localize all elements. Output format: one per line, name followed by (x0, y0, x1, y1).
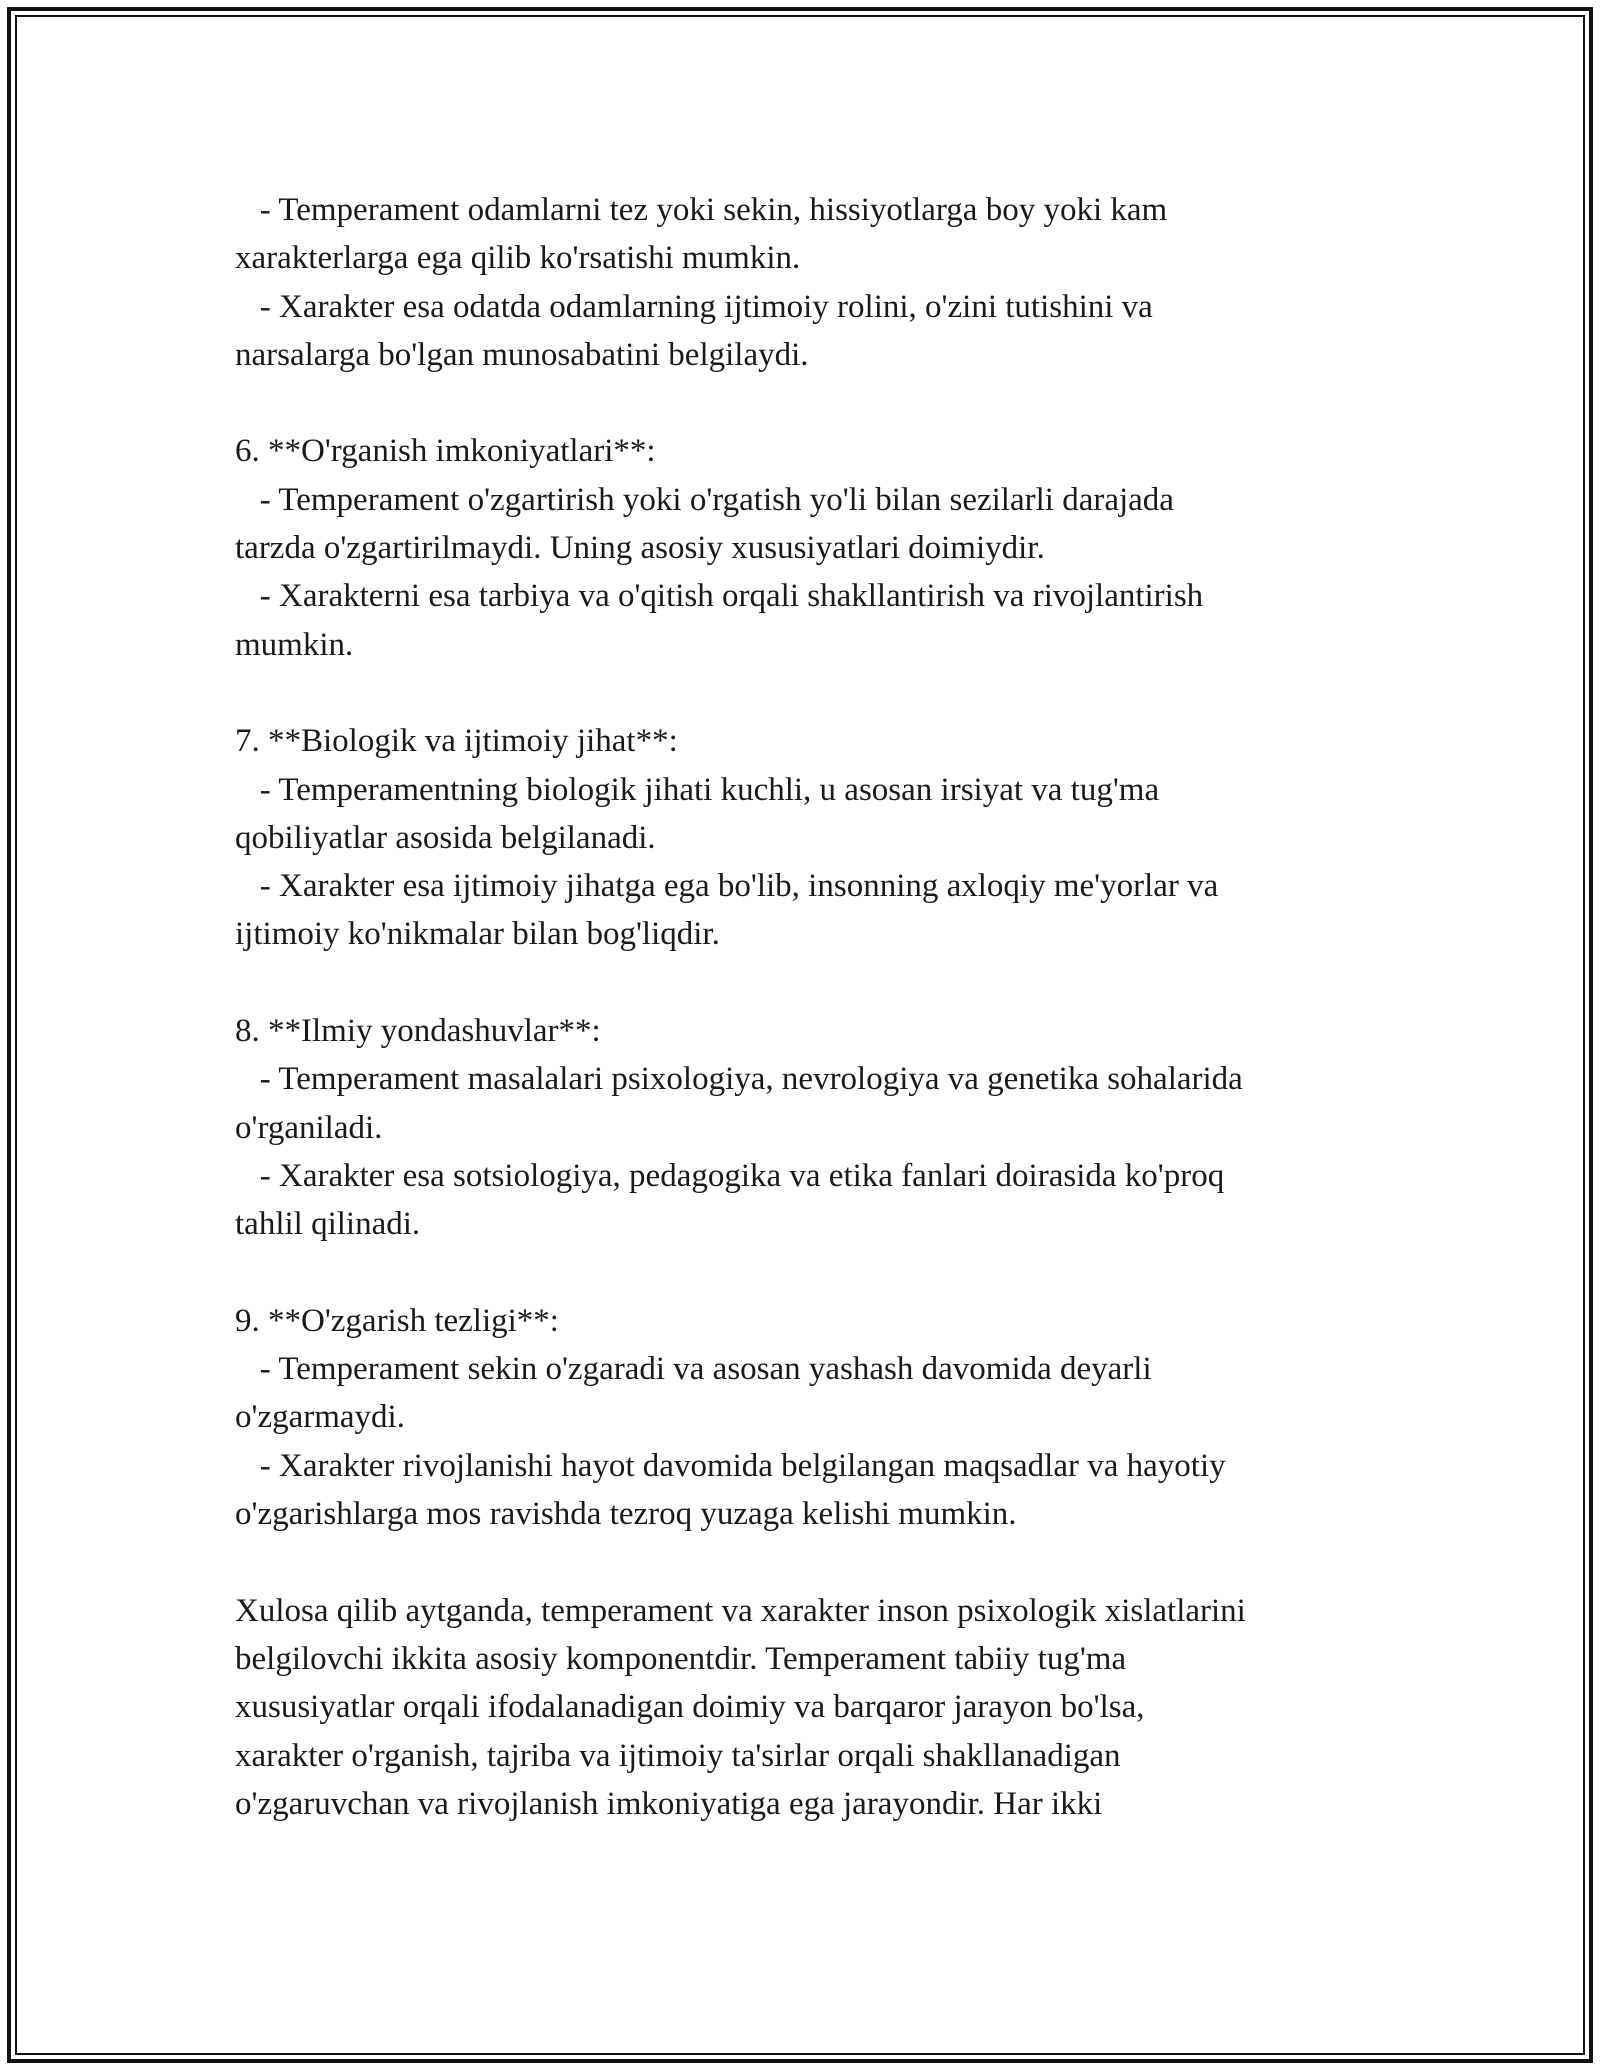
text-line: tarzda o'zgartirilmaydi. Uning asosiy xususiyatlari doimiydir. (235, 530, 1045, 567)
text-line: - Temperament odamlarni tez yoki sekin, hissiyotlarga boy yoki kam (235, 192, 1168, 228)
text-line: - Temperament o'zgartirish yoki o'rgatish yo'li bilan sezilarli darajada (235, 481, 1174, 518)
paragraph-gap (235, 959, 1415, 1007)
section-heading-7: 7. **Biologik va ijtimoiy jihat**: (235, 723, 678, 760)
conclusion-line: Xulosa qilib aytganda, temperament va xarakter inson psixologik xislatlarini (235, 1592, 1246, 1629)
paragraph-gap (235, 1538, 1415, 1586)
text-line: ijtimoiy ko'nikmalar bilan bog'liqdir. (235, 916, 720, 953)
text-line: o'zgarmaydi. (235, 1399, 405, 1436)
text-line: o'rganiladi. (235, 1109, 383, 1146)
text-line: - Xarakter esa ijtimoiy jihatga ega bo'lib, insonning axloqiy me'yorlar va (235, 868, 1219, 905)
conclusion-line: o'zgaruvchan va rivojlanish imkoniyatiga ega jarayondir. Har ikki (235, 1785, 1103, 1822)
text-line: - Xarakter esa odatda odamlarning ijtimoiy rolini, o'zini tutishini va (235, 288, 1153, 325)
text-line: xarakterlarga ega qilib ko'rsatishi mumkin. (235, 240, 801, 277)
text-line: - Temperament sekin o'zgaradi va asosan yashash davomida deyarli (235, 1351, 1152, 1388)
section-heading-9: 9. **O'zgarish tezligi**: (235, 1302, 559, 1339)
paragraph-gap (235, 379, 1415, 427)
conclusion-line: xarakter o'rganish, tajriba va ijtimoiy ta'sirlar orqali shakllanadigan (235, 1737, 1121, 1774)
section-heading-6: 6. **O'rganish imkoniyatlari**: (235, 433, 656, 470)
text-line: - Xarakterni esa tarbiya va o'qitish orqali shakllantirish va rivojlantirish (235, 578, 1204, 615)
conclusion-line: xususiyatlar orqali ifodalanadigan doimiy va barqaror jarayon bo'lsa, (235, 1689, 1145, 1726)
text-line: - Xarakter rivojlanishi hayot davomida belgilangan maqsadlar va hayotiy (235, 1447, 1226, 1484)
paragraph-gap (235, 1249, 1415, 1297)
text-line: - Temperamentning biologik jihati kuchli, u asosan irsiyat va tug'ma (235, 771, 1160, 808)
text-line: tahlil qilinadi. (235, 1206, 421, 1243)
section-heading-8: 8. **Ilmiy yondashuvlar**: (235, 1013, 601, 1050)
text-line: o'zgarishlarga mos ravishda tezroq yuzaga kelishi mumkin. (235, 1496, 1017, 1533)
text-line: narsalarga bo'lgan munosabatini belgilaydi. (235, 336, 809, 373)
text-line: - Xarakter esa sotsiologiya, pedagogika va etika fanlari doirasida ko'proq (235, 1157, 1225, 1194)
paragraph-gap (235, 669, 1415, 717)
text-line: qobiliyatlar asosida belgilanadi. (235, 819, 656, 856)
conclusion-line: belgilovchi ikkita asosiy komponentdir. Temperament tabiiy tug'ma (235, 1640, 1127, 1677)
text-line: - Temperament masalalari psixologiya, nevrologiya va genetika sohalarida (235, 1061, 1243, 1098)
document-body (235, 186, 1415, 1828)
text-line: mumkin. (235, 626, 354, 663)
